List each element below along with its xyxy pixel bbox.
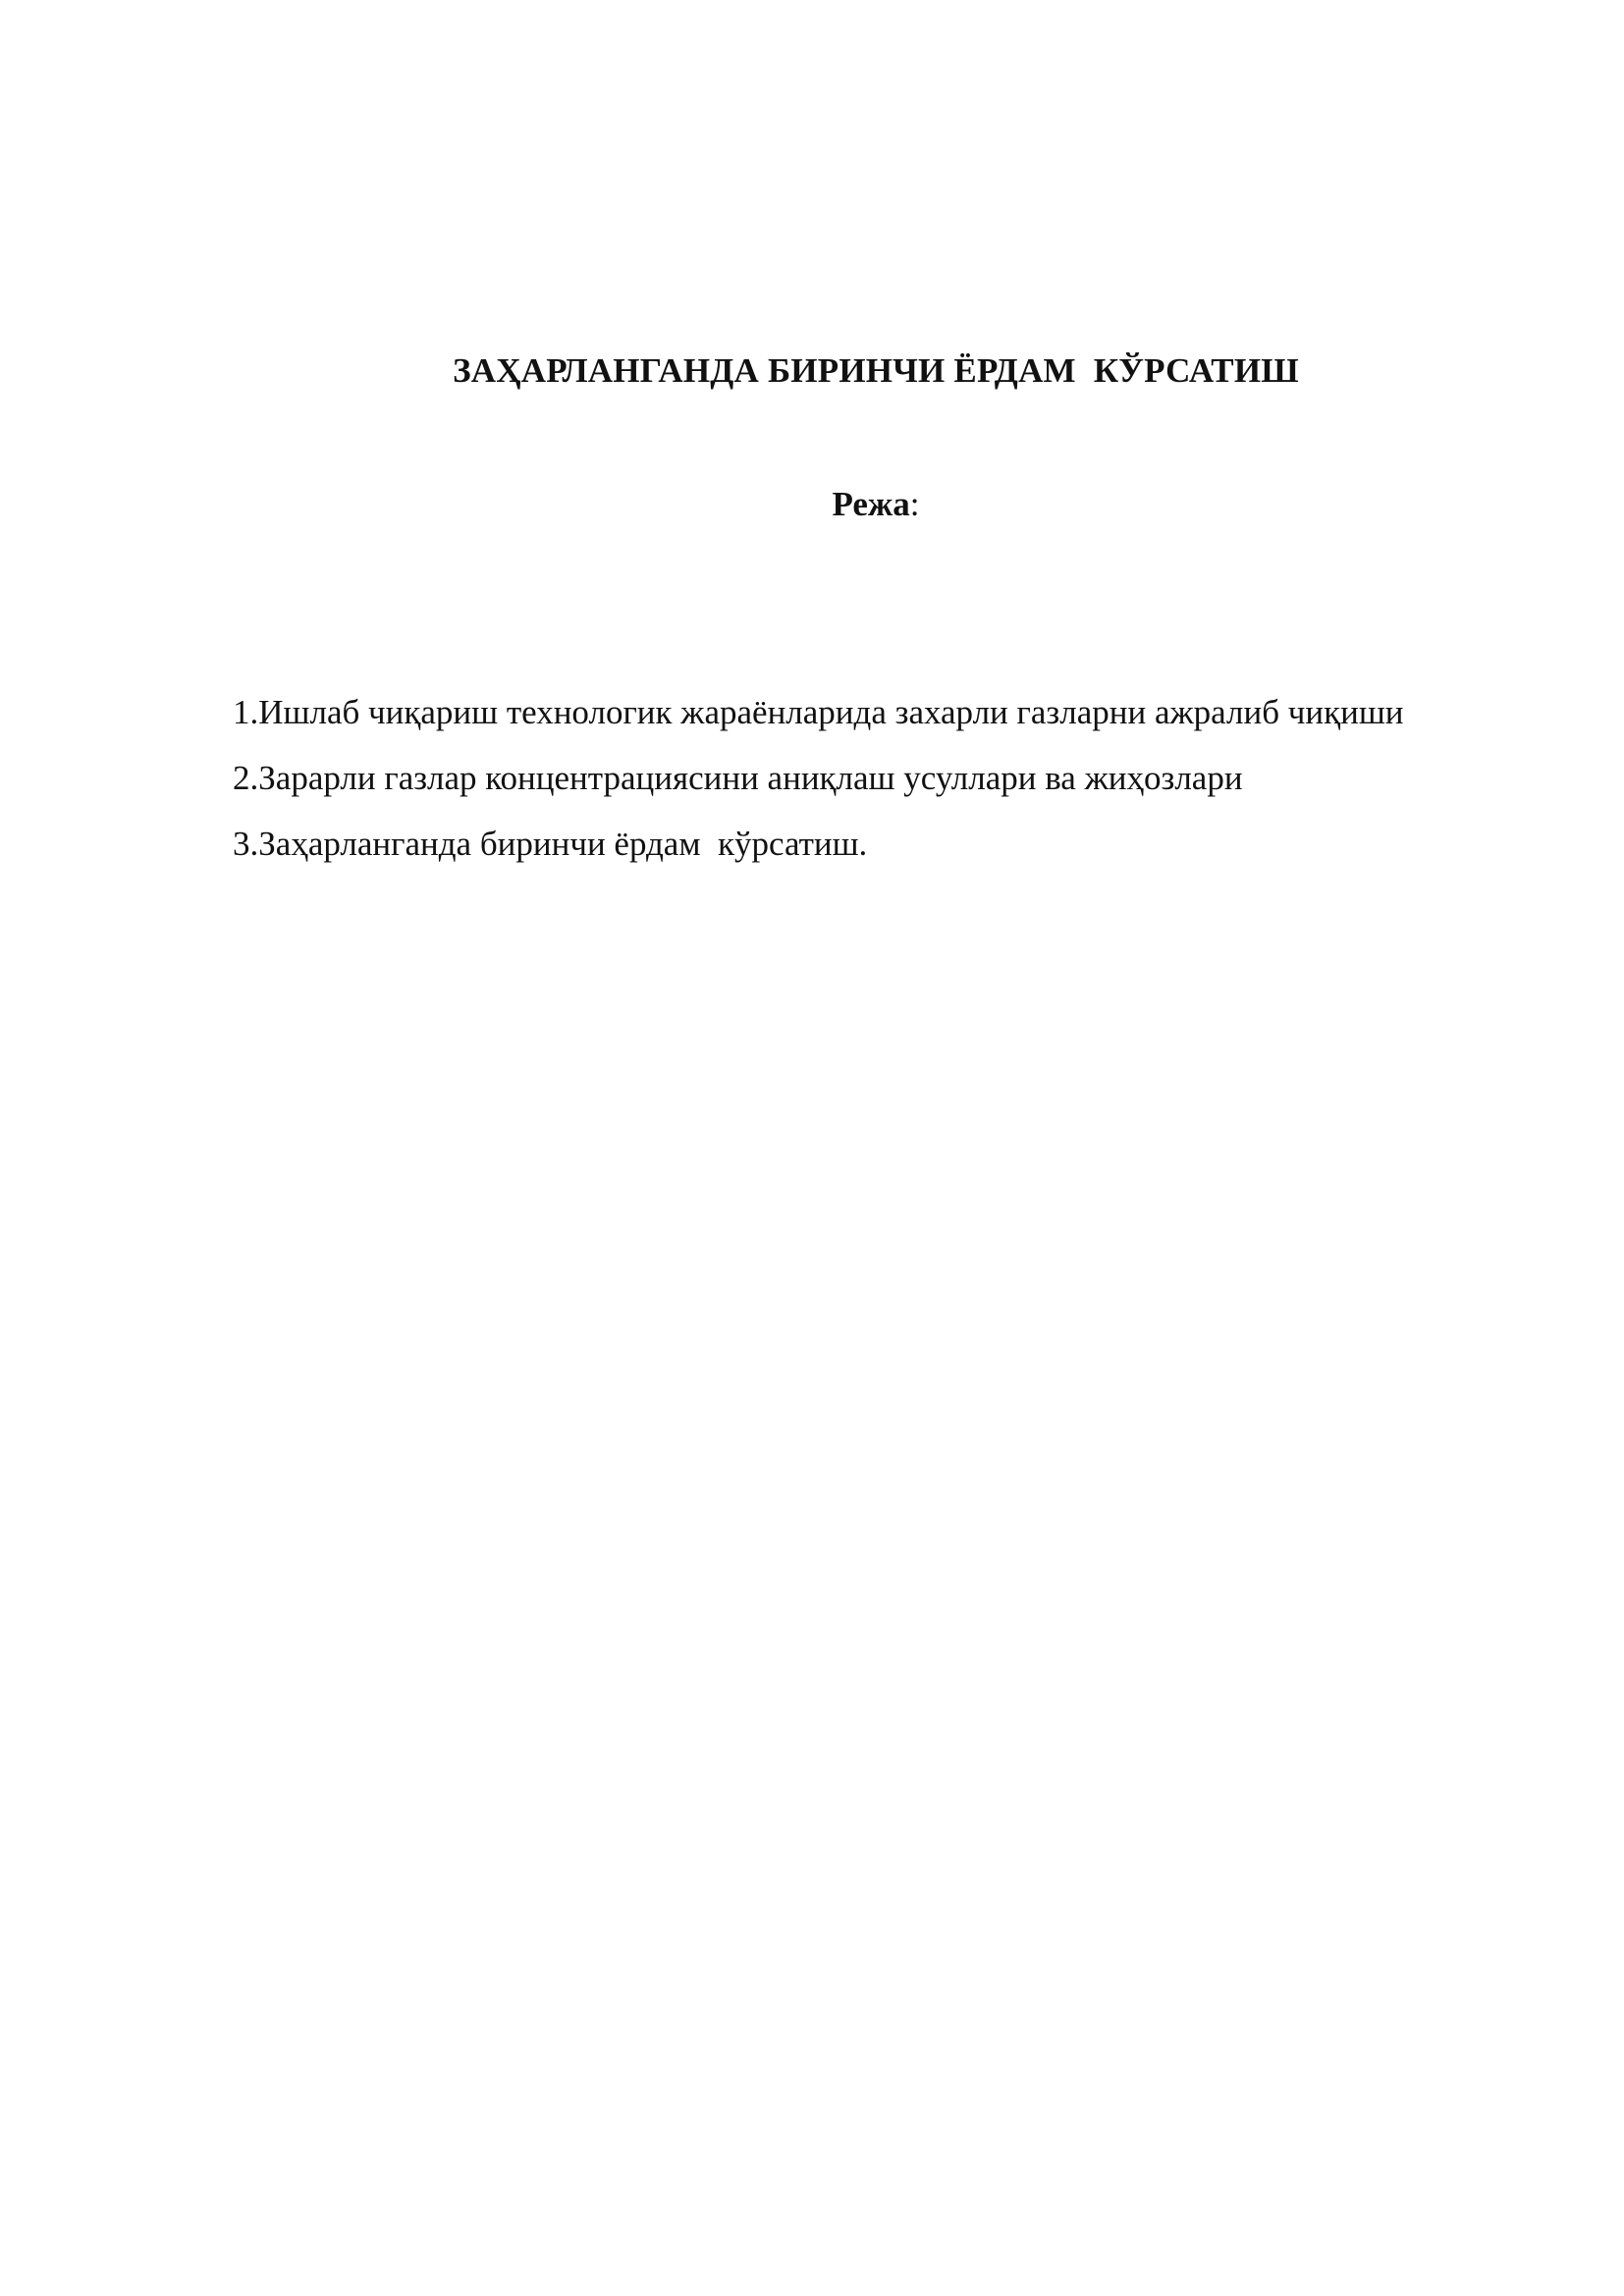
plan-item-2: 2.Зарарли газлар концентрациясини аниқлаш усуллари ва жиҳозлари <box>233 759 1243 797</box>
plan-item-3: 3.Заҳарланганда биринчи ёрдам кўрсатиш. <box>233 825 868 863</box>
plan-item-1: 1.Ишлаб чиқариш технологик жараёнларида захарли газларни ажралиб чиқиши <box>233 693 1404 731</box>
plan-list <box>233 679 1514 877</box>
plan-label: Режа <box>832 485 910 523</box>
document-title: ЗАҲАРЛАНГАНДА БИРИНЧИ ЁРДАМ КЎРСАТИШ <box>453 351 1299 390</box>
plan-heading <box>0 483 1624 526</box>
plan-colon: : <box>909 485 920 523</box>
